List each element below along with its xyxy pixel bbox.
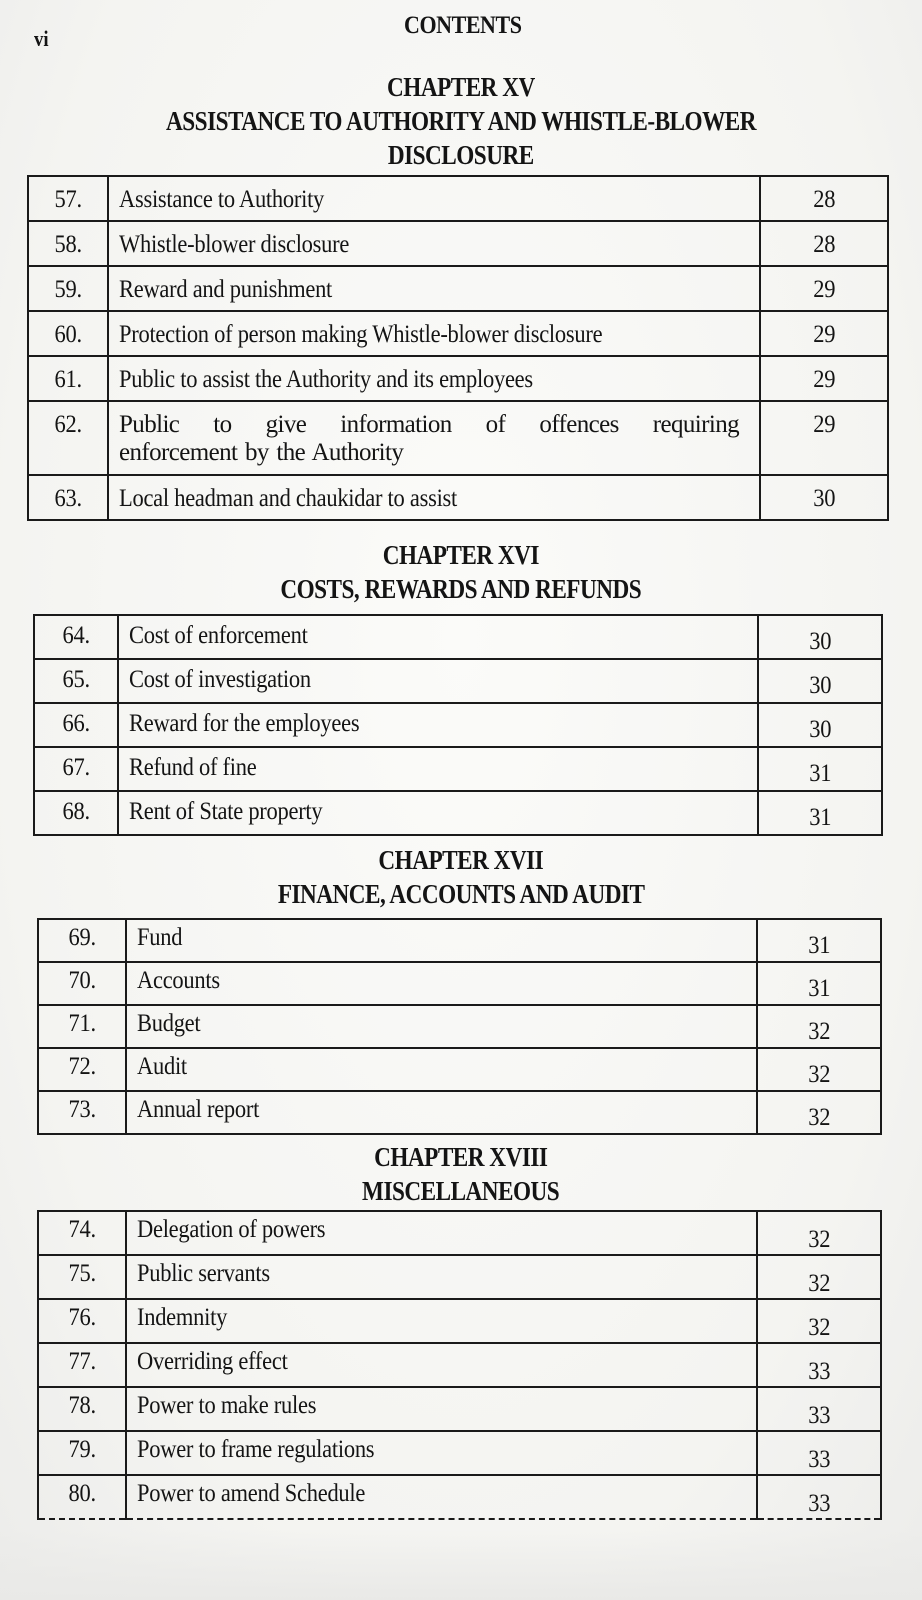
section-title[interactable]: Reward for the employees bbox=[129, 710, 360, 737]
table-row[interactable] bbox=[34, 791, 882, 835]
section-number: 67. bbox=[62, 754, 90, 781]
section-number: 60. bbox=[54, 321, 82, 348]
table-row[interactable] bbox=[28, 176, 888, 221]
section-number: 69. bbox=[68, 924, 96, 951]
chapter-title-line: FINANCE, ACCOUNTS AND AUDIT bbox=[277, 879, 645, 909]
page-ref: 32 bbox=[808, 1061, 830, 1088]
section-title[interactable]: Budget bbox=[137, 1010, 201, 1037]
chapter-heading-xvii bbox=[0, 843, 922, 911]
table-row[interactable] bbox=[28, 401, 888, 475]
chapter-heading-xv bbox=[0, 70, 922, 172]
contents-table-chapter-xvii bbox=[37, 918, 882, 1135]
page-ref: 33 bbox=[808, 1358, 830, 1385]
table-row[interactable] bbox=[34, 703, 882, 747]
page-ref: 30 bbox=[813, 485, 835, 512]
page-ref: 31 bbox=[808, 975, 830, 1002]
chapter-heading-xvi bbox=[0, 538, 922, 606]
chapter-heading-xviii bbox=[0, 1140, 922, 1208]
section-number: 78. bbox=[68, 1392, 96, 1419]
page-ref: 29 bbox=[813, 321, 835, 348]
table-row[interactable] bbox=[28, 266, 888, 311]
section-title[interactable]: Indemnity bbox=[137, 1304, 228, 1331]
table-row[interactable] bbox=[38, 1091, 881, 1134]
section-title[interactable]: Reward and punishment bbox=[119, 276, 333, 303]
section-number: 71. bbox=[68, 1010, 96, 1037]
page-bottom-shadow bbox=[0, 1530, 922, 1600]
page-ref: 32 bbox=[808, 1314, 830, 1341]
section-title[interactable]: Power to make rules bbox=[137, 1392, 317, 1419]
table-row[interactable] bbox=[38, 1255, 881, 1299]
page-ref: 31 bbox=[809, 760, 831, 787]
contents-table-chapter-xv bbox=[27, 175, 889, 521]
table-row[interactable] bbox=[38, 1431, 881, 1475]
section-number: 80. bbox=[68, 1480, 96, 1507]
page-ref: 30 bbox=[809, 672, 831, 699]
section-title-line: enforcement by the Authority bbox=[119, 439, 404, 466]
table-row[interactable] bbox=[28, 475, 888, 520]
section-title[interactable]: Audit bbox=[137, 1053, 187, 1080]
section-title[interactable]: Fund bbox=[137, 924, 183, 951]
table-row[interactable] bbox=[38, 1299, 881, 1343]
section-title[interactable]: Public servants bbox=[137, 1260, 270, 1287]
chapter-number: CHAPTER XVI bbox=[382, 540, 540, 570]
section-number: 76. bbox=[68, 1304, 96, 1331]
section-title[interactable]: Cost of investigation bbox=[129, 666, 311, 693]
contents-table-chapter-xvi bbox=[33, 614, 883, 836]
section-number: 79. bbox=[68, 1436, 96, 1463]
chapter-number: CHAPTER XVII bbox=[378, 845, 544, 875]
section-number: 77. bbox=[68, 1348, 96, 1375]
chapter-title-line: COSTS, REWARDS AND REFUNDS bbox=[280, 574, 642, 604]
page-ref: 29 bbox=[813, 366, 835, 393]
section-number: 58. bbox=[54, 231, 82, 258]
table-row[interactable] bbox=[38, 1475, 881, 1519]
page-ref: 33 bbox=[808, 1490, 830, 1517]
section-title[interactable]: Whistle-blower disclosure bbox=[119, 231, 350, 258]
chapter-title-line: DISCLOSURE bbox=[388, 140, 534, 170]
table-row[interactable] bbox=[38, 1048, 881, 1091]
section-title-line: Public to give information of offences requiring bbox=[119, 411, 739, 438]
chapter-title-line: MISCELLANEOUS bbox=[362, 1176, 560, 1206]
page-ref: 29 bbox=[813, 411, 835, 438]
section-title[interactable]: Local headman and chaukidar to assist bbox=[119, 485, 458, 512]
page-ref: 30 bbox=[809, 628, 831, 655]
section-number: 61. bbox=[54, 366, 82, 393]
page-ref: 33 bbox=[808, 1402, 830, 1429]
section-number: 62. bbox=[54, 411, 82, 438]
page-ref: 28 bbox=[813, 231, 835, 258]
section-number: 72. bbox=[68, 1053, 96, 1080]
page-ref: 31 bbox=[808, 932, 830, 959]
table-row[interactable] bbox=[28, 221, 888, 266]
table-row[interactable] bbox=[38, 919, 881, 962]
page-ref: 32 bbox=[808, 1104, 830, 1131]
running-head-text: CONTENTS bbox=[404, 12, 522, 39]
section-number: 64. bbox=[62, 622, 90, 649]
section-number: 70. bbox=[68, 967, 96, 994]
page-ref: 32 bbox=[808, 1018, 830, 1045]
contents-table-chapter-xviii bbox=[37, 1210, 882, 1520]
section-title[interactable]: Cost of enforcement bbox=[129, 622, 308, 649]
page-ref: 30 bbox=[809, 716, 831, 743]
section-title[interactable]: Public to assist the Authority and its employees bbox=[119, 366, 533, 393]
table-row[interactable] bbox=[34, 747, 882, 791]
section-number: 73. bbox=[68, 1096, 96, 1123]
section-title[interactable]: Assistance to Authority bbox=[119, 186, 325, 213]
section-title[interactable]: Power to frame regulations bbox=[137, 1436, 375, 1463]
table-row[interactable] bbox=[38, 1005, 881, 1048]
table-row[interactable] bbox=[34, 659, 882, 703]
section-title[interactable]: Accounts bbox=[137, 967, 220, 994]
section-number: 57. bbox=[54, 186, 82, 213]
table-row[interactable] bbox=[38, 1211, 881, 1255]
chapter-title-line: ASSISTANCE TO AUTHORITY AND WHISTLE-BLOWER bbox=[166, 106, 756, 136]
section-number: 74. bbox=[68, 1216, 96, 1243]
table-row[interactable] bbox=[38, 962, 881, 1005]
section-title[interactable]: Refund of fine bbox=[129, 754, 257, 781]
page-ref: 32 bbox=[808, 1270, 830, 1297]
section-number: 59. bbox=[54, 276, 82, 303]
page-ref: 29 bbox=[813, 276, 835, 303]
page-ref: 31 bbox=[809, 804, 831, 831]
section-title[interactable]: Protection of person making Whistle-blower disclosure bbox=[119, 321, 603, 348]
table-row[interactable] bbox=[28, 356, 888, 401]
table-row[interactable] bbox=[34, 615, 882, 659]
section-title[interactable]: Rent of State property bbox=[129, 798, 323, 825]
page-ref: 28 bbox=[813, 186, 835, 213]
page-number: vi bbox=[34, 26, 49, 51]
table-row[interactable] bbox=[38, 1343, 881, 1387]
table-row[interactable] bbox=[28, 311, 888, 356]
section-title[interactable]: Overriding effect bbox=[137, 1348, 288, 1375]
page-ref: 33 bbox=[808, 1446, 830, 1473]
section-number: 65. bbox=[62, 666, 90, 693]
section-number: 75. bbox=[68, 1260, 96, 1287]
chapter-number: CHAPTER XVIII bbox=[374, 1142, 548, 1172]
section-number: 63. bbox=[54, 485, 82, 512]
page-ref: 32 bbox=[808, 1226, 830, 1253]
section-title[interactable]: Power to amend Schedule bbox=[137, 1480, 366, 1507]
section-title[interactable] bbox=[119, 411, 739, 467]
chapter-number: CHAPTER XV bbox=[387, 72, 535, 102]
section-number: 68. bbox=[62, 798, 90, 825]
section-number: 66. bbox=[62, 710, 90, 737]
table-row[interactable] bbox=[38, 1387, 881, 1431]
section-title[interactable]: Annual report bbox=[137, 1096, 260, 1123]
running-head bbox=[0, 12, 922, 40]
section-title[interactable]: Delegation of powers bbox=[137, 1216, 326, 1243]
